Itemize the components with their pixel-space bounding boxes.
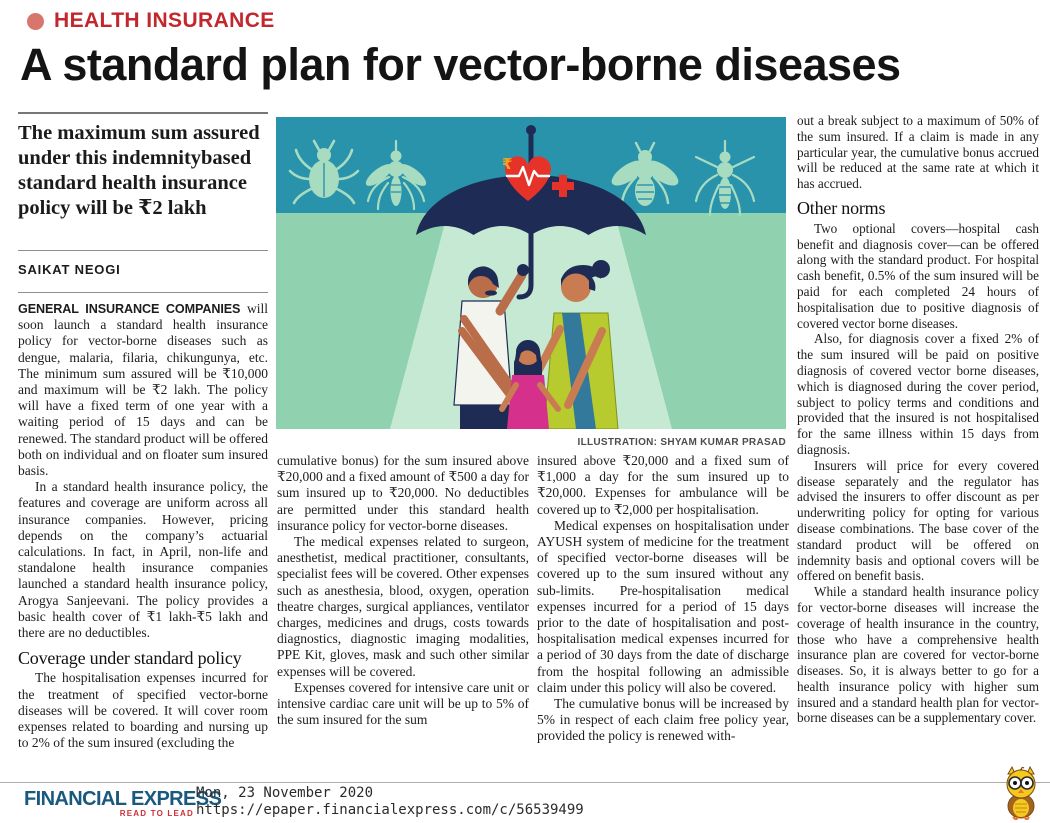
paragraph [18, 301, 268, 479]
svg-text:₹: ₹ [502, 155, 513, 173]
divider [18, 292, 268, 293]
lead-in: GENERAL INSURANCE COMPANIES [18, 302, 241, 316]
subhead-coverage: Coverage under standard policy [18, 648, 242, 669]
family-umbrella-illustration [276, 117, 786, 429]
paragraph: The medical expenses related to surgeon, anesthetist, medical practitioner, consultants, specialist fees will be covered. Other expenses such as anesthesia, blood, oxygen, operation theatre charges, surgical appliances, ventilator charges, medicines and drugs, costs towards diagnostics, diagnostic imaging modalities, PPE Kit, gloves, mask and such other similar expenses will be covered. [277, 534, 529, 679]
footer-meta [196, 785, 584, 819]
paragraph: insured above ₹20,000 and a fixed sum of ₹1,000 a day for the sum insured up to ₹20,000. Expenses for ambulance will be covered up to ₹2,000 per hospitalisation. [537, 453, 789, 517]
paragraph: cumulative bonus) for the sum insured above ₹20,000 and a fixed amount of ₹500 a day for sum insured up to ₹20,000. No deductibles are permitted under this standard health insurance policy for vector-borne diseases. [277, 453, 529, 533]
section-label: HEALTH INSURANCE [54, 9, 275, 32]
owl-mascot-icon [998, 766, 1044, 820]
article-column-1 [18, 301, 268, 784]
brand-name: FINANCIAL EXPRESS [24, 788, 222, 810]
bullet-dot-icon [27, 13, 44, 30]
footer [0, 782, 1050, 823]
paragraph-text: will soon launch a standard health insurance policy for vector-borne diseases such as dengue, malaria, filaria, chikungunya, etc. The minimum sum assured will be ₹10,000 and maximum will be ₹2 lakh. The policy will have a fixed term of one year with a waiting period of 15 days and can be renewed. The standard product will be offered both on individual and on floater sum insured basis. [18, 301, 268, 479]
paragraph: out a break subject to a maximum of 50% of the sum insured. If a claim is made in any particular year, the cumulative bonus accrued will be reduced at the same rate at which it has accrued. [797, 113, 1039, 192]
epaper-url-link[interactable]: https://epaper.financialexpress.com/c/56539499 [196, 802, 584, 818]
standfirst: The maximum sum assured under this indemnitybased standard health insurance policy will be ₹2 lakh [18, 122, 260, 219]
byline: SAIKAT NEOGI [18, 262, 121, 277]
paragraph: Medical expenses on hospitalisation under AYUSH system of medicine for the treatment of specified vector-borne diseases will be covered up to the sum insured without any sub-limits. Pre-hospitalisation medical expenses incurred for a period of 15 days prior to the date of hospitalisation and post-hospitalisation medical expenses incurred for a period of 30 days from the date of discharge from the hospital following an admissible claim under this policy will also be covered. [537, 517, 789, 695]
edition-date: Mon, 23 November 2020 [196, 785, 374, 801]
paragraph: Two optional covers—hospital cash benefit and diagnosis cover—can be offered along with the standard product. For hospital cash benefit, 0.5% of the sum insured will be paid for each completed 24 hours of hospitalisation due to positive diagnosis of covered vector borne diseases. [797, 220, 1039, 331]
article-headline: A standard plan for vector-borne diseases [20, 39, 901, 90]
section-kicker [27, 9, 275, 33]
paragraph: Insurers will price for every covered disease separately and the regulator has advised the insurers to offer discount as per underwriting policy for opting for various disease combinations. The base cover of the standard product will be offered on indemnity basis and optional covers will be offered on benefit basis. [797, 457, 1039, 584]
paragraph: Also, for diagnosis cover a fixed 2% of the sum insured will be paid on positive diagnosis of covered vector borne diseases, which is diagnosed during the cover period, subject to policy terms and conditions and provided that the insured is not hospitalised for the same illness within 15 days from diagnosis. [797, 331, 1039, 457]
article-column-4 [797, 113, 1039, 783]
brand-tagline: READ TO LEAD [119, 809, 194, 818]
subhead-other-norms: Other norms [797, 197, 886, 218]
financial-express-logo [24, 788, 222, 818]
divider [18, 112, 268, 114]
illustration-credit: ILLUSTRATION: SHYAM KUMAR PRASAD [577, 437, 786, 448]
divider [18, 250, 268, 251]
paragraph: The hospitalisation expenses incurred for the treatment of specified vector-borne diseases will be covered. It will cover room expenses related to boarding and nursing up to 2% of the sum insured (excluding the [18, 670, 268, 751]
article-column-2 [277, 453, 529, 783]
article-column-3 [537, 453, 789, 783]
paragraph: In a standard health insurance policy, the features and coverage are uniform across all insurance companies. However, pricing depends on the company’s actuarial calculations. In fact, in April, non-life and standalone health insurance companies launched a standard health insurance policy, Arogya Sanjeevani. The policy provides a basic health cover of ₹1 lakh-₹5 lakh and there are no deductibles. [18, 479, 268, 641]
paragraph: Expenses covered for intensive care unit or intensive cardiac care unit will be up to 5% of the sum insured for the sum [277, 679, 529, 728]
illustration-block [276, 117, 786, 448]
paragraph: The cumulative bonus will be increased by 5% in respect of each claim free policy year, provided the policy is renewed with- [537, 696, 789, 744]
paragraph: While a standard health insurance policy for vector-borne diseases will increase the coverage of health insurance in the country, those who have a comprehensive health insurance plan are covered for vector-borne diseases. So, it is always better to go for a health insurance policy with higher sum insured and a standard health plan for vector-borne diseases can be a supplementary cover. [797, 584, 1039, 726]
